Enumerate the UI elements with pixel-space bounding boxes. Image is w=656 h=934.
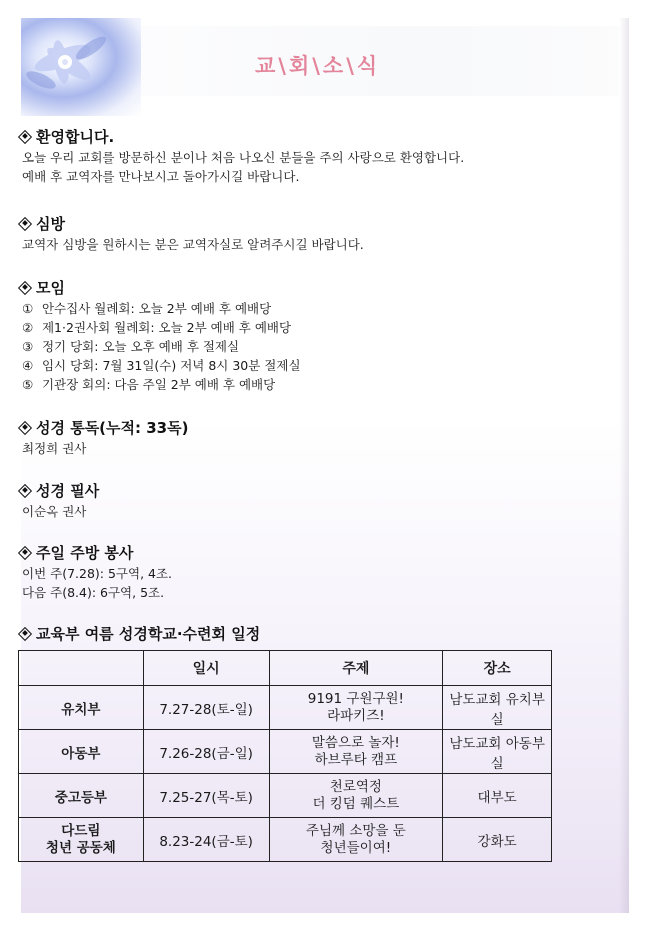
date-cell: 7.25-27(목-토): [143, 774, 269, 818]
date-cell: 7.27-28(토-일): [143, 686, 269, 730]
schedule-table: [18, 650, 552, 862]
section-summer-camp: [19, 623, 260, 643]
table-header-cell: 주제: [269, 651, 443, 686]
meeting-item-2: ② 제1·2권사회 월례회: 오늘 2부 예배 후 예배당: [22, 320, 292, 335]
section-title: 성경 필사: [36, 481, 100, 500]
table-header-cell: 일시: [143, 651, 269, 686]
diamond-bullet-icon: [19, 282, 30, 293]
place-cell: 대부도: [443, 774, 552, 818]
section-bible-reading: [19, 417, 188, 458]
table-row: [19, 686, 552, 730]
diamond-bullet-icon: [19, 485, 30, 496]
diamond-bullet-icon: [19, 422, 30, 433]
meeting-item-3: ③ 정기 당회: 오늘 오후 예배 후 절제실: [22, 339, 240, 354]
section-title: 주일 주방 봉사: [36, 543, 134, 562]
date-cell: 7.26-28(금-일): [143, 730, 269, 774]
kitchen-line-1: 이번 주(7.28): 5구역, 4조.: [22, 566, 173, 581]
diamond-bullet-icon: [19, 131, 30, 142]
section-welcome: [19, 126, 464, 186]
group-cell: 다드림 청년 공동체: [19, 818, 144, 862]
date-cell: 8.23-24(금-토): [143, 818, 269, 862]
table-row: [19, 730, 552, 774]
copying-line-1: 이순옥 권사: [22, 504, 87, 519]
place-cell: 강화도: [443, 818, 552, 862]
theme-cell: 말씀으로 놀자! 하브루타 캠프: [269, 730, 443, 774]
welcome-line-2: 예배 후 교역자를 만나보시고 돌아가시길 바랍니다.: [22, 169, 300, 184]
section-title: 교육부 여름 성경학교·수련회 일정: [36, 624, 261, 643]
table-header-row: [19, 651, 552, 686]
section-title: 모임: [36, 278, 65, 297]
meeting-item-4: ④ 임시 당회: 7월 31일(수) 저녁 8시 30분 절제실: [22, 358, 301, 373]
meeting-item-1: ① 안수집사 월례회: 오늘 2부 예배 후 예배당: [22, 301, 272, 316]
section-title: 환영합니다.: [36, 127, 115, 146]
flower-image: [21, 18, 141, 116]
section-meetings: [19, 277, 301, 394]
group-cell: 중고등부: [19, 774, 144, 818]
theme-cell: 주님께 소망을 둔 청년들이여!: [269, 818, 443, 862]
diamond-bullet-icon: [19, 628, 30, 639]
place-cell: 남도교회 아동부실: [443, 730, 552, 774]
table-header-cell: 장소: [443, 651, 552, 686]
group-cell: 아동부: [19, 730, 144, 774]
theme-cell: 9191 구원구원! 라파키즈!: [269, 686, 443, 730]
meeting-item-5: ⑤ 기관장 회의: 다음 주일 2부 예배 후 예배당: [22, 377, 276, 392]
group-cell: 유치부: [19, 686, 144, 730]
section-title: 심방: [36, 214, 65, 233]
reading-line-1: 최정희 권사: [22, 441, 87, 456]
section-kitchen-service: [19, 542, 172, 602]
table-row: [19, 818, 552, 862]
visit-line-1: 교역자 심방을 원하시는 분은 교역자실로 알려주시길 바랍니다.: [22, 237, 364, 252]
diamond-bullet-icon: [19, 218, 30, 229]
section-title: 성경 통독(누적: 33독): [36, 418, 189, 437]
table-header-cell: [19, 651, 144, 686]
theme-cell: 천로역정 더 킹덤 퀘스트: [269, 774, 443, 818]
kitchen-line-2: 다음 주(8.4): 6구역, 5조.: [22, 585, 165, 600]
diamond-bullet-icon: [19, 547, 30, 558]
place-cell: 남도교회 유치부실: [443, 686, 552, 730]
page-title: 교\회\소\식: [255, 54, 381, 78]
table-row: [19, 774, 552, 818]
welcome-line-1: 오늘 우리 교회를 방문하신 분이나 처음 나오신 분들을 주의 사랑으로 환영합니다.: [22, 150, 465, 165]
section-visit: [19, 213, 364, 254]
section-bible-copying: [19, 480, 99, 521]
page-edge: [619, 18, 629, 913]
